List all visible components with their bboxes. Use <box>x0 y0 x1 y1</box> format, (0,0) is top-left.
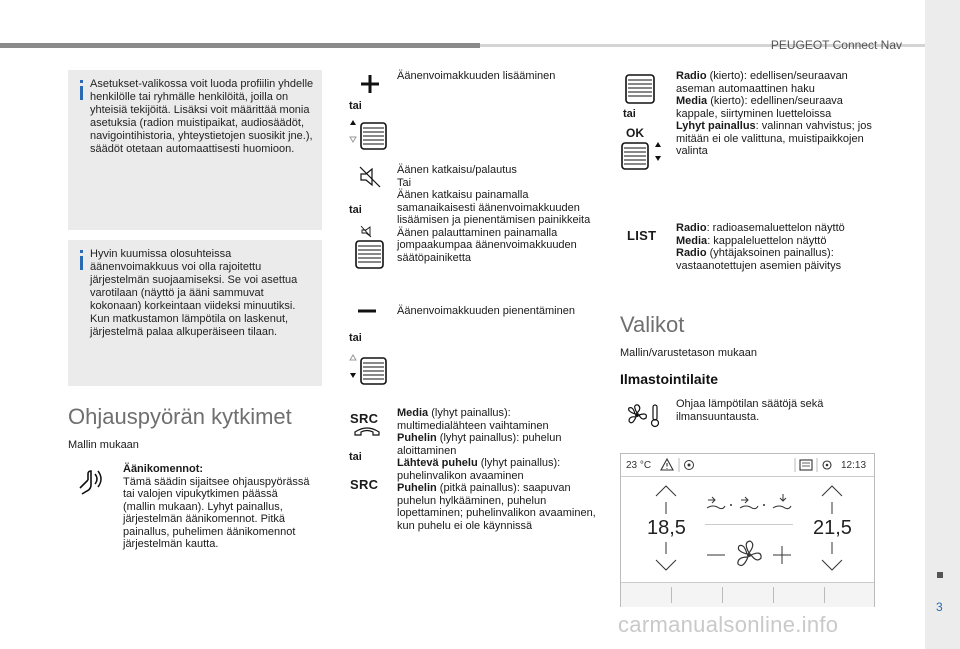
phone-icon <box>352 424 382 438</box>
voice-command-icon <box>74 468 106 496</box>
status-icons <box>791 458 839 472</box>
src-button-label: SRC <box>350 477 379 492</box>
climate-heading: Ilmastointilaite <box>620 371 719 387</box>
outside-temperature: 23 °C <box>626 460 652 471</box>
or-label: tai <box>349 204 362 216</box>
plus-icon <box>359 73 381 95</box>
section-heading-steering: Ohjauspyörän kytkimet <box>68 404 292 429</box>
bottom-bar <box>621 582 874 607</box>
ok-label: OK <box>626 126 644 140</box>
side-strip <box>925 0 960 649</box>
radio-item: Radio (kierto): edellisen/seuraavan aseman automaattinen haku <box>676 70 848 95</box>
thumbwheel-press-icon <box>352 225 392 271</box>
list-button-label: LIST <box>627 228 657 243</box>
volume-up-text: Äänenvoimakkuuden lisääminen <box>397 70 556 82</box>
right-temperature[interactable]: 21,5 <box>813 517 852 539</box>
src-item: Media (lyhyt painallus): multimedialähteen vaihtaminen <box>397 407 549 432</box>
info-box-profiles <box>68 70 322 230</box>
brand-header: PEUGEOT Connect Nav <box>770 38 902 52</box>
volume-down-text: Äänenvoimakkuuden pienentäminen <box>397 305 575 317</box>
radio-item: Lyhyt painallus: valinnan vahvistus; jos mitään ei ole valittuna, muistipaikkojen valinta <box>676 120 872 157</box>
voice-command-title: Äänikomennot <box>123 463 200 475</box>
radio-item: Media (kierto): edellinen/seuraava kappale, siirtyminen luetteloissa <box>676 95 843 120</box>
src-item: Puhelin (pitkä painallus): saapuvan puhelun hylkääminen, puhelun lopettaminen; puhelinvalikon avaaminen, kun puhelu ei ole käynnissä <box>397 482 596 532</box>
climate-icon <box>626 402 662 428</box>
watermark: carmanualsonline.info <box>618 612 839 637</box>
info-icon <box>80 80 83 83</box>
left-temperature[interactable]: 18,5 <box>647 517 686 539</box>
minus-icon <box>356 306 378 316</box>
voice-command-text: Tämä säädin sijaitsee ohjauspyörässä tai valojen vipukytkimen päässä (mallin mukaan). Lyhyt painallus, järjestelmän äänikomennot. Pitkä painallus, puhelimen äänikomennot järjestelmän kautta. <box>123 475 310 550</box>
warning-icon <box>660 458 700 472</box>
air-distribution-icons[interactable] <box>703 490 797 514</box>
list-item: Media: kappaleluettelon näyttö <box>676 234 827 247</box>
climate-screen <box>620 453 875 607</box>
src-item: Lähtevä puhelu (lyhyt painallus): puhelinvalikon avaaminen <box>397 457 561 482</box>
thumbwheel-down-icon <box>346 352 388 386</box>
menus-subtitle: Mallin/varustetason mukaan <box>620 347 757 359</box>
or-label: tai <box>349 451 362 463</box>
menus-heading: Valikot <box>620 312 685 337</box>
info-box-heat <box>68 240 322 386</box>
or-label: tai <box>349 332 362 344</box>
or-label: tai <box>623 108 636 120</box>
page-marker <box>937 572 943 578</box>
mute-icon <box>358 165 382 189</box>
climate-text: Ohjaa lämpötilan säätöjä sekä ilmansuuntausta. <box>676 398 824 423</box>
section-subtitle: Mallin mukaan <box>68 439 139 451</box>
clock: 12:13 <box>841 460 867 471</box>
list-item: Radio (yhtäjaksoinen painallus): vastaanotettujen asemien päivitys <box>676 247 842 272</box>
ok-wheel-icon <box>620 139 666 173</box>
thumbwheel-up-icon <box>346 117 388 151</box>
info-text-heat: Hyvin kuumissa olosuhteissa äänenvoimakkuus voi olla rajoitettu järjestelmän suojaamiseksi. Se voi asettua varotilaan (näyttö ja ääni sammuvat kokonaan) korkeintaan viideksi minuutiksi. Kun matkustamon lämpötila on laskenut, järjestelmä palaa alkuperäiseen tilaan. <box>90 248 298 338</box>
list-text <box>676 222 876 272</box>
info-icon <box>80 250 83 253</box>
or-label: tai <box>349 100 362 112</box>
fan-controls[interactable] <box>703 538 795 572</box>
src-button-label: SRC <box>350 411 379 426</box>
mute-text: Äänen katkaisu/palautus Tai Äänen katkaisu painamalla samanaikaisesti äänenvoimakkuuden lisäämisen ja pienentämisen painikkeita Äänen palauttaminen painamalla jompaakumpaa äänenvoimakkuuden säätöpainiketta <box>397 164 591 264</box>
src-item: Puhelin (lyhyt painallus): puhelun aloittaminen <box>397 432 562 457</box>
list-item: Radio: radioasemaluettelon näyttö <box>676 222 845 234</box>
page-number: 3 <box>936 600 943 614</box>
radio-text <box>676 70 876 158</box>
info-text-profiles: Asetukset-valikossa voit luoda profiilin yhdelle henkilölle tai ryhmälle henkilöitä, joilla on yhteisiä tekijöitä. Lisäksi voit määrittää monia asetuksia (radion muistipaikat, audiosäädöt, navigointihistoria, yhteystietojen suosikit jne.), säädöt otetaan automaattisesti huomioon. <box>90 78 314 155</box>
wheel-icon <box>624 72 658 106</box>
header-rule-dark <box>0 43 480 48</box>
voice-command-block: Äänikomennot: Tämä säädin sijaitsee ohjauspyörässä tai valojen vipukytkimen päässä (mallin mukaan). Lyhyt painallus, järjestelmän äänikomennot. Pitkä painallus, puhelimen äänikomennot järjestelmän kautta. <box>123 463 310 550</box>
src-text <box>397 407 597 532</box>
